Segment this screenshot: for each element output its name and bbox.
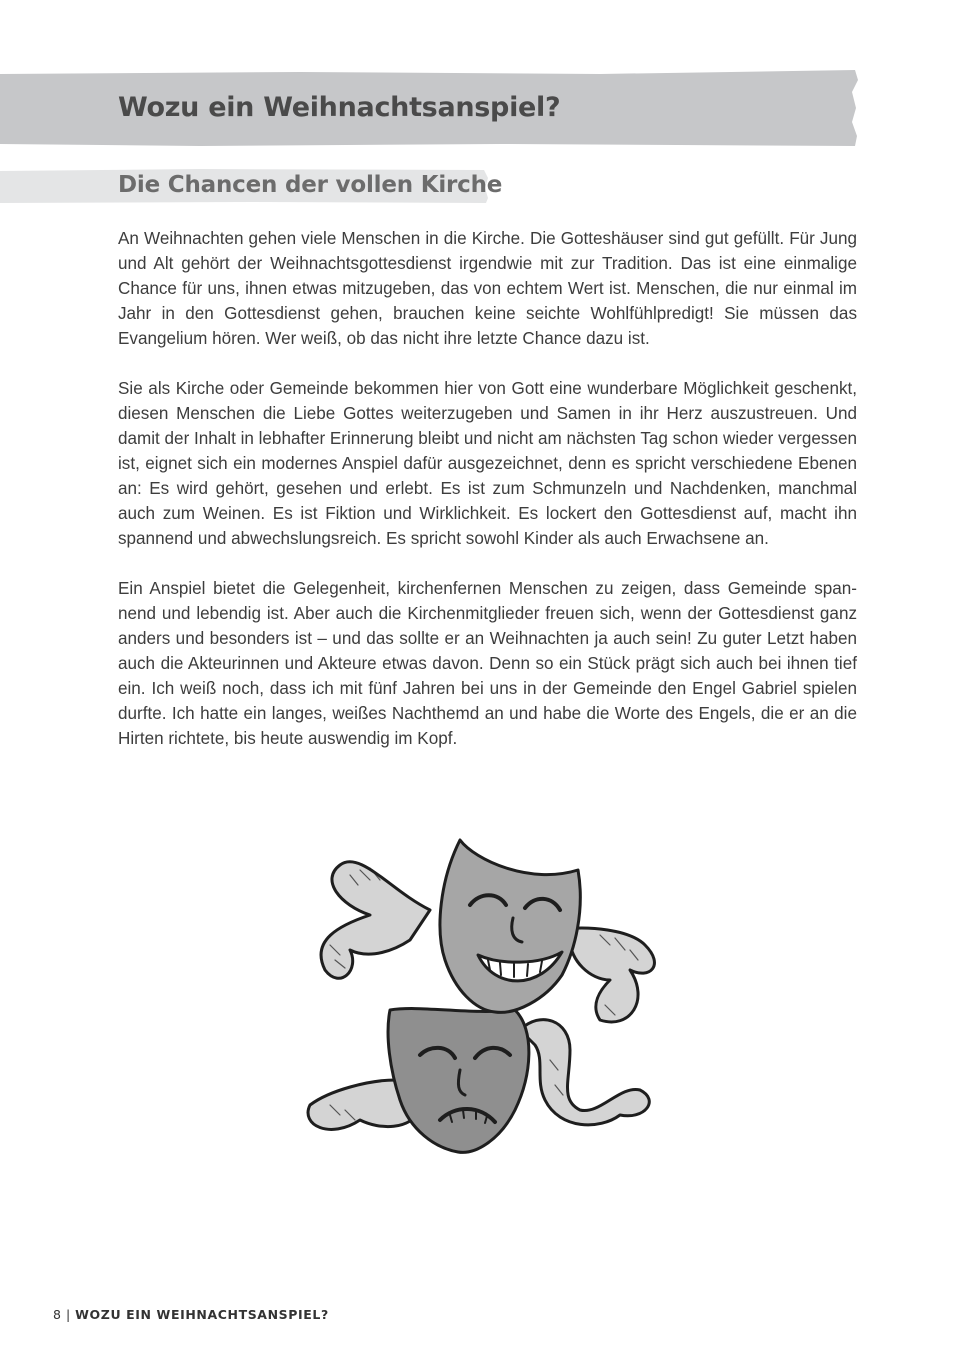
page-footer bbox=[53, 1307, 329, 1322]
footer-separator: | bbox=[65, 1307, 71, 1322]
section-title: Die Chancen der vollen Kirche bbox=[118, 172, 503, 198]
body-text bbox=[118, 226, 857, 776]
paragraph: An Weihnachten gehen viele Menschen in die Kirche. Die Gotteshäuser sind gut gefüllt. Für Jung und Alt gehört der Weihnachtsgottesdienst irgendwie mit zur Tradition. Das ist eine einmalige Chance für uns, ihnen etwas mitzugeben, das von echtem Wert ist. Menschen, die nur einmal im Jahr in den Gottesdienst gehen, brauchen keine seichte Wohlfühlpredigt! Sie müssen das Evangelium hören. Wer weiß, ob das nicht ihre letzte Chance dazu ist. bbox=[118, 229, 857, 348]
page-title: Wozu ein Weihnachtsanspiel? bbox=[118, 92, 561, 123]
running-title: WOZU EIN WEIHNACHTSANSPIEL? bbox=[75, 1307, 329, 1322]
sad-mask bbox=[388, 1009, 529, 1153]
paragraph: Sie als Kirche oder Gemeinde bekommen hier von Gott eine wunderbare Möglichkeit geschenkt, diesen Menschen die Liebe Gottes weiterzugeben und Samen in ihr Herz auszustreuen. Und damit der Inhalt in lebhafter Erinnerung bleibt und nicht am nächsten Tag schon wieder vergessen ist, eignet sich ein modernes Anspiel dafür ausgezeichnet, denn es spricht verschiedene Ebenen an: Es wird gehört, gesehen und erlebt. Es ist zum Schmunzeln und Nachdenken, manchmal auch zum Weinen. Es ist Fiktion und Wirklichkeit. Es lockert den Gottesdienst auf, macht ihn spannend und abwechslungsreich. Es spricht sowohl Kinder als auch Erwachsene an. bbox=[118, 379, 857, 548]
paragraph: Ein Anspiel bietet die Gelegenheit, kirchenfernen Menschen zu zeigen, dass Gemeinde spannend und lebendig ist. Aber auch die Kirchenmitglieder freuen sich, wenn der Gottesdienst ganz anders und besonders ist – und das sollte er an Weihnachten ja auch sein! Zu guter Letzt haben auch die Akteurinnen und Akteure etwas davon. Denn so ein Stück prägt sich auch bei ihnen tief ein. Ich weiß noch, dass ich mit fünf Jahren bei uns in der Gemeinde den Engel Gabriel spielen durfte. Ich hatte ein langes, weißes Nachthemd an und habe die Worte des Engels, die er an die Hirten richtete, bis heute auswendig im Kopf. bbox=[118, 579, 857, 748]
page-number: 8 bbox=[53, 1307, 61, 1322]
theater-masks-icon bbox=[300, 830, 670, 1160]
happy-mask bbox=[440, 840, 580, 1012]
